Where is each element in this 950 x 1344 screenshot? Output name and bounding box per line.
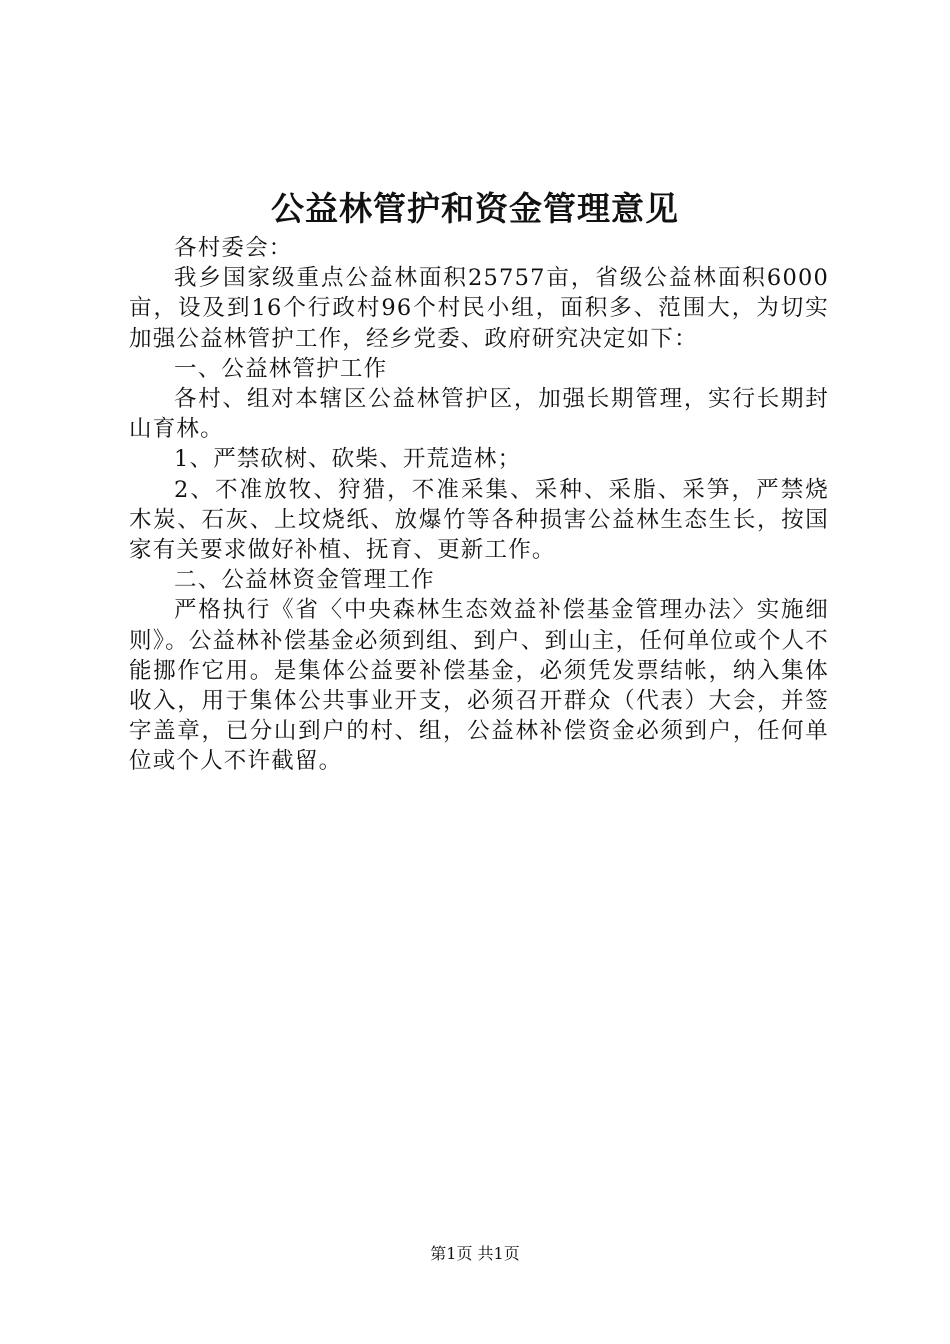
protection-paragraph: 各村、组对本辖区公益林管护区，加强长期管理，实行长期封山育林。: [129, 386, 829, 443]
funds-paragraph: 严格执行《省〈中央森林生态效益补偿基金管理办法〉实施细则》。公益林补偿基金必须到组、到户、到山主，任何单位或个人不能挪作它用。是集体公益要补偿基金，必须凭发票结帐，纳入集体收入，用于集体公共事业开支，必须召开群众（代表）大会，并签字盖章，已分山到户的村、组，公益林补偿资金必须到户，任何单位或个人不许截留。: [129, 597, 829, 775]
page-footer: 第1页 共1页: [430, 1244, 520, 1263]
rule-item-2: 2、不准放牧、狩猎，不准采集、采种、采脂、采笋，严禁烧木炭、石灰、上坟烧纸、放爆竹等各种损害公益林生态生长，按国家有关要求做好补植、抚育、更新工作。: [129, 476, 829, 564]
intro-paragraph: 我乡国家级重点公益林面积25757亩，省级公益林面积6000亩，设及到16个行政村96个村民小组，面积多、范围大，为切实加强公益林管护工作，经乡党委、政府研究决定如下：: [129, 265, 829, 352]
document-body: [129, 233, 829, 777]
section-heading-funds: 二、公益林资金管理工作: [174, 567, 435, 594]
section-heading-protection: 一、公益林管护工作: [174, 355, 388, 382]
document-title: 公益林管护和资金管理意见: [271, 189, 679, 228]
salutation: 各村委会：: [174, 235, 293, 261]
rule-item-1: 1、严禁砍树、砍柴、开荒造林；: [174, 446, 522, 473]
